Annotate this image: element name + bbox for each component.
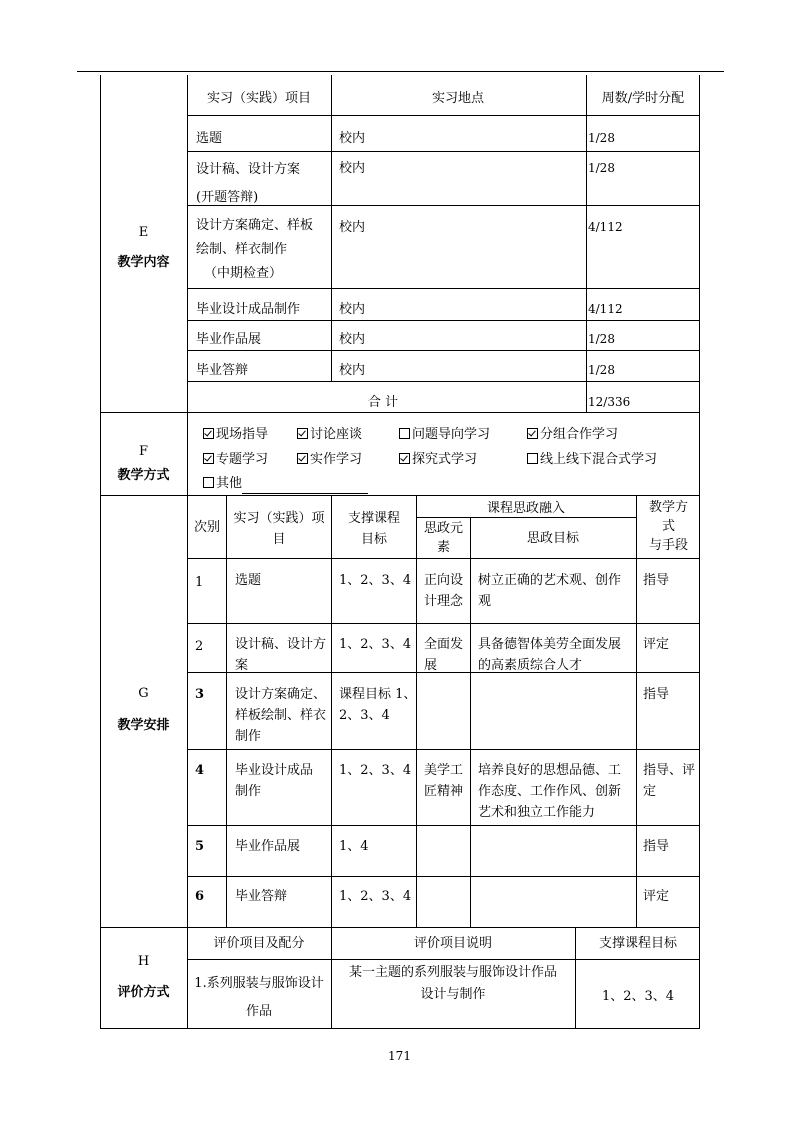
grid-vline: [226, 495, 227, 927]
table-header-cell: 课程思政融入: [486, 501, 565, 516]
section-letter: F: [138, 444, 149, 459]
table-cell: 评定: [643, 889, 670, 904]
option-label: 实作学习: [310, 452, 363, 467]
table-cell: 1、2、3、4: [339, 637, 412, 652]
header-rule: [77, 71, 724, 72]
teaching-method-option[interactable]: [203, 449, 268, 470]
table-cell: 1、2、3、4: [339, 573, 412, 588]
table-cell: 设计方案确定、样板 绘制、样衣制作 （中期检查）: [196, 218, 314, 281]
checked-checkbox-icon[interactable]: [203, 453, 214, 464]
table-cell: 指导: [643, 839, 670, 854]
section-title: 教学安排: [117, 718, 170, 733]
page-number: 171: [388, 1049, 411, 1063]
table-cell: 指导、评 定: [643, 763, 696, 799]
grid-vline: [331, 927, 332, 1028]
checked-checkbox-icon[interactable]: [399, 453, 410, 464]
table-cell: 毕业设计成品制作: [196, 302, 301, 317]
table-header-cell: 支撑课程目标: [598, 936, 677, 951]
table-cell: 毕业作品展: [196, 332, 262, 347]
grid-hline: [187, 825, 700, 826]
table-cell: 1: [195, 575, 204, 590]
table-cell: 某一主题的系列服装与服饰设计作品 设计与制作: [348, 965, 557, 1002]
table-cell: 正向设 计理念: [424, 573, 464, 609]
table-header-cell: 周数/学时分配: [601, 91, 685, 106]
table-header-cell: 实习地点: [431, 91, 484, 106]
table-header-cell: 支撑课程 目标: [347, 511, 400, 547]
checkbox-icon[interactable]: [399, 428, 410, 439]
table-cell: 1/28: [588, 332, 615, 346]
grid-hline: [100, 927, 700, 928]
grid-hline: [187, 623, 700, 624]
option-label: 线上线下混合式学习: [540, 452, 658, 467]
table-cell: 设计方案确定、 样板绘制、样衣 制作: [235, 687, 327, 744]
grid-vline: [187, 412, 188, 495]
section-title: 教学方式: [117, 468, 170, 483]
table-cell: 选题: [196, 131, 223, 146]
grid-vline: [586, 75, 587, 412]
table-cell: 1、2、3、4: [339, 763, 412, 778]
grid-vline: [331, 495, 332, 927]
teaching-method-option[interactable]: [297, 449, 362, 470]
teaching-method-option[interactable]: [527, 424, 618, 445]
teaching-method-option[interactable]: [297, 424, 362, 445]
table-cell: 校内: [339, 131, 366, 146]
table-cell: 设计稿、设计方 案: [235, 637, 327, 673]
teaching-method-option[interactable]: [527, 449, 657, 470]
checkbox-icon[interactable]: [203, 477, 214, 488]
teaching-method-option[interactable]: [399, 449, 477, 470]
table-header-cell: 评价项目及配分: [213, 936, 305, 951]
table-cell: 校内: [339, 332, 366, 347]
table-cell: 4: [195, 763, 205, 778]
checkbox-icon[interactable]: [527, 453, 538, 464]
option-label: 问题导向学习: [412, 427, 491, 442]
grid-vline: [575, 927, 576, 1028]
table-cell: 校内: [339, 220, 366, 235]
option-label: 讨论座谈: [310, 427, 363, 442]
table-cell: 1/28: [588, 131, 615, 145]
teaching-method-option[interactable]: [399, 424, 490, 445]
table-cell: 培养良好的思想品德、工 作态度、工作作风、创新 艺术和独立工作能力: [478, 763, 622, 820]
section-letter: H: [137, 954, 150, 969]
table-cell: 全面发 展: [424, 637, 464, 673]
table-header-cell: 思政目标: [526, 531, 579, 546]
grid-hline: [187, 749, 700, 750]
grid-hline: [187, 115, 700, 116]
grid-vline: [636, 495, 637, 927]
table-cell: 1/28: [588, 363, 615, 377]
section-letter: E: [138, 225, 149, 240]
table-cell: 合 计: [367, 395, 399, 410]
table-cell: 指导: [643, 687, 670, 702]
table-cell: 毕业设计成品 制作: [235, 763, 314, 799]
checked-checkbox-icon[interactable]: [297, 453, 308, 464]
table-cell: 树立正确的艺术观、创作 观: [478, 573, 622, 609]
fill-in-blank[interactable]: [242, 479, 368, 494]
grid-vline: [331, 75, 332, 381]
table-cell: 3: [195, 687, 205, 702]
table-cell: 毕业作品展: [235, 839, 301, 854]
teaching-method-option[interactable]: [203, 424, 268, 445]
section-letter: G: [138, 686, 149, 701]
option-label: 探究式学习: [412, 452, 478, 467]
section-title: 教学内容: [117, 255, 170, 270]
grid-hline: [187, 959, 700, 960]
grid-hline: [187, 288, 700, 289]
table-header-cell: 实习（实践）项 目: [233, 511, 325, 547]
option-label: 其他: [216, 476, 243, 491]
table-cell: 选题: [235, 573, 262, 588]
table-cell: 1、2、3、4: [339, 889, 412, 904]
table-header-cell: 教学方 式 与手段: [648, 500, 688, 553]
table-cell: 1、4: [339, 839, 369, 854]
table-cell: 12/336: [588, 395, 631, 409]
table-cell: 校内: [339, 363, 366, 378]
grid-hline: [187, 876, 700, 877]
checked-checkbox-icon[interactable]: [203, 428, 214, 439]
option-label: 现场指导: [216, 427, 269, 442]
table-cell: 2: [195, 639, 204, 654]
table-cell: 毕业答辩: [235, 889, 288, 904]
grid-vline: [187, 927, 188, 1028]
table-cell: 具备德智体美劳全面发展 的高素质综合人才: [478, 637, 622, 673]
grid-vline: [187, 495, 188, 927]
grid-vline: [470, 517, 471, 927]
table-cell: 评定: [643, 637, 670, 652]
table-cell: 设计稿、设计方案 (开题答辩): [196, 162, 301, 205]
grid-hline: [100, 495, 700, 496]
section-title: 评价方式: [117, 985, 170, 1000]
option-label: 专题学习: [216, 452, 269, 467]
table-cell: 1、2、3、4: [601, 989, 675, 1004]
grid-hline: [187, 350, 700, 351]
table-header-cell: 评价项目说明: [413, 936, 492, 951]
table-cell: 课程目标 1、 2、3、4: [339, 687, 417, 723]
teaching-method-option[interactable]: [203, 473, 368, 494]
grid-hline: [187, 558, 700, 559]
table-cell: 毕业答辩: [196, 363, 249, 378]
grid-hline: [187, 381, 700, 382]
checked-checkbox-icon[interactable]: [297, 428, 308, 439]
option-label: 分组合作学习: [540, 427, 619, 442]
checked-checkbox-icon[interactable]: [527, 428, 538, 439]
table-cell: 6: [195, 889, 205, 904]
table-cell: 4/112: [588, 220, 623, 234]
table-cell: 指导: [643, 573, 670, 588]
table-cell: 4/112: [588, 302, 623, 316]
table-header-cell: 思政元 素: [423, 521, 463, 555]
table-cell: 校内: [339, 161, 366, 176]
table-cell: 5: [195, 839, 205, 854]
table-cell: 校内: [339, 302, 366, 317]
grid-hline: [187, 151, 700, 152]
grid-vline: [187, 75, 188, 412]
table-header-cell: 次别: [193, 520, 220, 535]
table-header-cell: 实习（实践）项目: [206, 91, 311, 106]
table-cell: 1.系列服装与服饰设计 作品: [194, 976, 324, 1019]
table-cell: 美学工 匠精神: [424, 763, 464, 799]
table-cell: 1/28: [588, 161, 615, 175]
